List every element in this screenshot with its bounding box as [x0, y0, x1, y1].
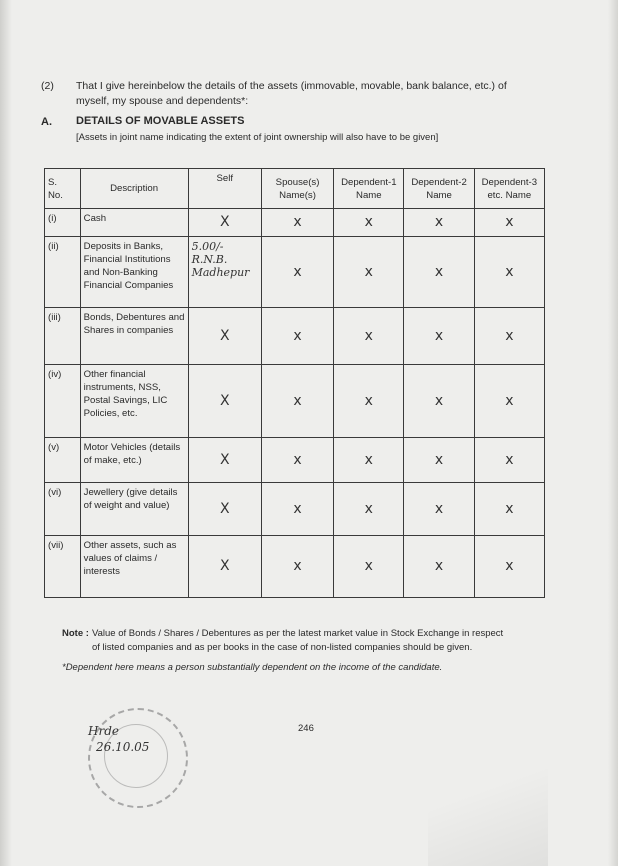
intro-line-2: myself, my spouse and dependents*: — [76, 95, 249, 107]
row-description: Jewellery (give details of weight and value) — [80, 483, 188, 536]
dependent-2-mark: x — [404, 365, 474, 438]
header-self: Self — [188, 169, 261, 209]
dependent-1-mark: x — [334, 237, 404, 308]
deposit-branch: Madhepur — [191, 266, 250, 279]
dependent-2-mark: x — [404, 237, 474, 308]
row-description: Other financial instruments, NSS, Postal Savings, LIC Policies, etc. — [80, 365, 188, 438]
dependent-2-mark: x — [404, 483, 474, 536]
table-row — [45, 438, 545, 483]
intro-line-1: That I give hereinbelow the details of the assets (immovable, movable, bank balance, etc.) of — [76, 80, 507, 92]
row-sno: (vii) — [45, 536, 81, 598]
dependent-2-mark: x — [404, 438, 474, 483]
row-sno: (i) — [45, 209, 81, 237]
spouse-mark: x — [261, 536, 333, 598]
section-subtitle: [Assets in joint name indicating the extent of joint ownership will also have to be given] — [76, 132, 439, 143]
deposit-bank: R.N.B. — [191, 253, 228, 266]
spouse-mark: x — [261, 365, 333, 438]
footnote: *Dependent here means a person substantially dependent on the income of the candidate. — [62, 662, 443, 673]
header-dependent-3: Dependent-3 etc. Name — [474, 169, 544, 209]
dependent-3-mark: x — [474, 209, 544, 237]
self-mark: X — [188, 438, 261, 483]
section-title: DETAILS OF MOVABLE ASSETS — [76, 115, 245, 127]
note-line-1: Value of Bonds / Shares / Debentures as per the latest market value in Stock Exchange in respect — [92, 628, 504, 639]
dependent-1-mark: x — [334, 438, 404, 483]
self-handwritten-deposit — [188, 237, 261, 308]
dependent-3-mark: x — [474, 438, 544, 483]
spouse-mark: x — [261, 438, 333, 483]
header-description: Description — [80, 169, 188, 209]
dependent-2-mark: x — [404, 209, 474, 237]
table-row — [45, 209, 545, 237]
table-row — [45, 237, 545, 308]
row-description: Bonds, Debentures and Shares in companies — [80, 308, 188, 365]
row-sno: (iv) — [45, 365, 81, 438]
page-number: 246 — [298, 723, 314, 734]
self-mark: X — [188, 536, 261, 598]
dependent-1-mark: x — [334, 308, 404, 365]
dependent-1-mark: x — [334, 483, 404, 536]
dependent-3-mark: x — [474, 308, 544, 365]
dependent-2-mark: x — [404, 536, 474, 598]
movable-assets-table — [44, 168, 545, 598]
dependent-3-mark: x — [474, 237, 544, 308]
note-line-2: of listed companies and as per books in the case of non-listed companies should be given. — [92, 642, 473, 653]
row-description: Other assets, such as values of claims / interests — [80, 536, 188, 598]
deposit-amount: 5.00/- — [191, 240, 224, 253]
self-mark: X — [188, 209, 261, 237]
row-description: Cash — [80, 209, 188, 237]
signature-date: 26.10.05 — [96, 740, 150, 754]
dependent-3-mark: x — [474, 483, 544, 536]
table-row — [45, 308, 545, 365]
spouse-mark: x — [261, 308, 333, 365]
intro-number: (2) — [41, 80, 54, 92]
row-description: Deposits in Banks, Financial Institutions and Non-Banking Financial Companies — [80, 237, 188, 308]
table-row — [45, 483, 545, 536]
header-dependent-1: Dependent-1 Name — [334, 169, 404, 209]
row-sno: (v) — [45, 438, 81, 483]
dependent-2-mark: x — [404, 308, 474, 365]
paper-crease — [428, 740, 548, 866]
handwritten-signature: Hrde — [88, 724, 119, 738]
self-mark: X — [188, 483, 261, 536]
table-header-row — [45, 169, 545, 209]
spouse-mark: x — [261, 209, 333, 237]
spouse-mark: x — [261, 237, 333, 308]
dependent-1-mark: x — [334, 365, 404, 438]
self-mark: X — [188, 308, 261, 365]
header-spouse: Spouse(s) Name(s) — [261, 169, 333, 209]
header-dependent-2: Dependent-2 Name — [404, 169, 474, 209]
row-sno: (vi) — [45, 483, 81, 536]
scan-shadow-left — [0, 0, 12, 866]
dependent-1-mark: x — [334, 209, 404, 237]
row-description: Motor Vehicles (details of make, etc.) — [80, 438, 188, 483]
scan-shadow-right — [608, 0, 618, 866]
self-mark: X — [188, 365, 261, 438]
row-sno: (iii) — [45, 308, 81, 365]
row-sno: (ii) — [45, 237, 81, 308]
dependent-3-mark: x — [474, 536, 544, 598]
table-row — [45, 536, 545, 598]
dependent-1-mark: x — [334, 536, 404, 598]
dependent-3-mark: x — [474, 365, 544, 438]
spouse-mark: x — [261, 483, 333, 536]
table-row — [45, 365, 545, 438]
header-sno: S. No. — [45, 169, 81, 209]
note-label: Note : — [62, 628, 89, 639]
section-letter: A. — [41, 116, 52, 128]
